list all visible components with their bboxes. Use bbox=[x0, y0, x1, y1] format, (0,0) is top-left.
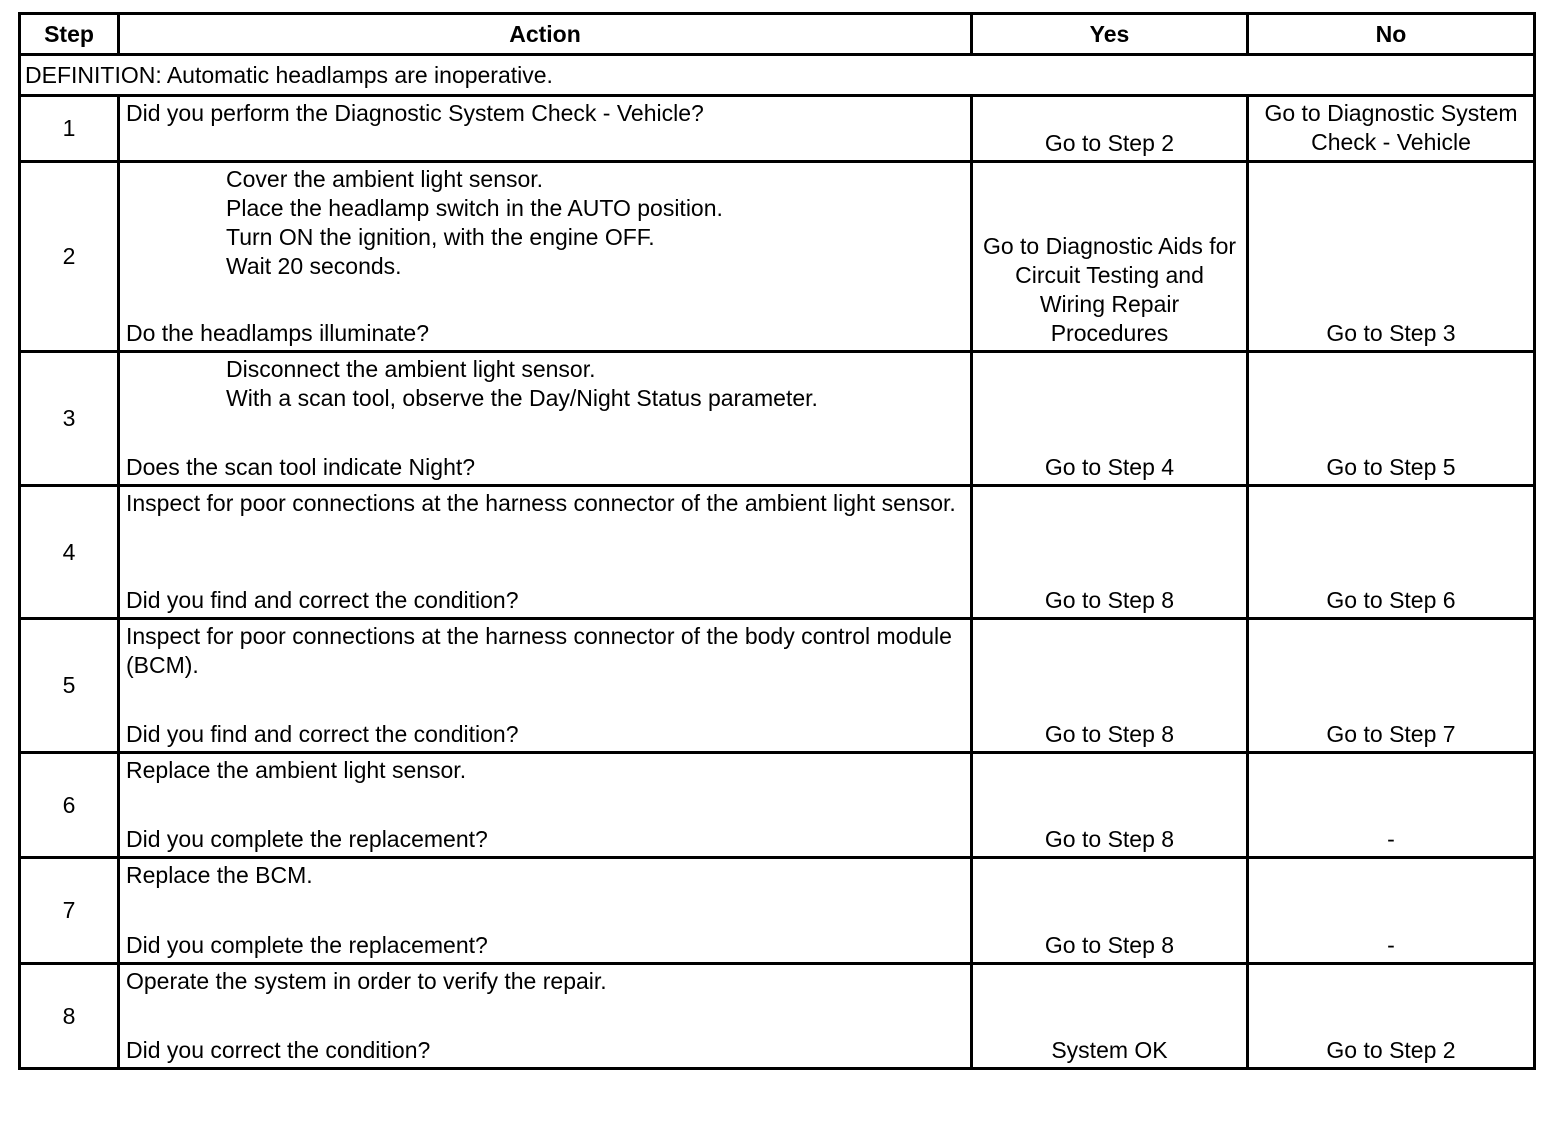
action-question: Did you find and correct the condition? bbox=[126, 721, 519, 747]
no-result: Go to Step 3 bbox=[1248, 162, 1535, 352]
header-yes: Yes bbox=[972, 14, 1248, 55]
no-result: - bbox=[1248, 753, 1535, 858]
step-number: 4 bbox=[20, 486, 119, 619]
step-number: 3 bbox=[20, 352, 119, 486]
no-result: Go to Step 2 bbox=[1248, 964, 1535, 1069]
step-action bbox=[119, 619, 972, 753]
yes-result: Go to Step 2 bbox=[972, 96, 1248, 162]
action-line: Inspect for poor connections at the harness connector of the body control module (BCM). bbox=[126, 623, 952, 678]
no-result: Go to Step 7 bbox=[1248, 619, 1535, 753]
sub-line: Disconnect the ambient light sensor. bbox=[226, 356, 596, 382]
table-row bbox=[20, 964, 1535, 1069]
header-action: Action bbox=[119, 14, 972, 55]
action-question: Does the scan tool indicate Night? bbox=[126, 454, 476, 480]
sub-line: Wait 20 seconds. bbox=[226, 253, 402, 279]
no-result: Go to Step 6 bbox=[1248, 486, 1535, 619]
action-question: Do the headlamps illuminate? bbox=[126, 320, 430, 346]
table-row bbox=[20, 753, 1535, 858]
table-row bbox=[20, 619, 1535, 753]
action-line: Replace the ambient light sensor. bbox=[126, 757, 467, 783]
step-number: 2 bbox=[20, 162, 119, 352]
step-action bbox=[119, 162, 972, 352]
definition-text: DEFINITION: Automatic headlamps are inoperative. bbox=[20, 55, 1535, 96]
yes-result: Go to Step 4 bbox=[972, 352, 1248, 486]
action-line: Inspect for poor connections at the harness connector of the ambient light sensor. bbox=[126, 490, 956, 516]
step-number: 1 bbox=[20, 96, 119, 162]
yes-result: Go to Step 8 bbox=[972, 619, 1248, 753]
step-number: 6 bbox=[20, 753, 119, 858]
table-row bbox=[20, 486, 1535, 619]
table-row bbox=[20, 352, 1535, 486]
step-action bbox=[119, 352, 972, 486]
yes-result: Go to Step 8 bbox=[972, 753, 1248, 858]
step-action bbox=[119, 96, 972, 162]
no-result: Go to Diagnostic System Check - Vehicle bbox=[1248, 96, 1535, 162]
header-row bbox=[20, 14, 1535, 55]
sub-line: Turn ON the ignition, with the engine OFF. bbox=[226, 224, 655, 250]
action-line: Did you perform the Diagnostic System Check - Vehicle? bbox=[126, 100, 704, 126]
action-question: Did you correct the condition? bbox=[126, 1037, 431, 1063]
table-row bbox=[20, 96, 1535, 162]
sub-line: With a scan tool, observe the Day/Night Status parameter. bbox=[226, 385, 818, 411]
header-step: Step bbox=[20, 14, 119, 55]
step-action bbox=[119, 858, 972, 964]
step-action bbox=[119, 753, 972, 858]
yes-result: Go to Step 8 bbox=[972, 486, 1248, 619]
action-question: Did you complete the replacement? bbox=[126, 826, 488, 852]
step-number: 5 bbox=[20, 619, 119, 753]
sub-line: Place the headlamp switch in the AUTO position. bbox=[226, 195, 723, 221]
step-number: 8 bbox=[20, 964, 119, 1069]
yes-result: System OK bbox=[972, 964, 1248, 1069]
action-line: Replace the BCM. bbox=[126, 862, 313, 888]
header-no: No bbox=[1248, 14, 1535, 55]
table-row bbox=[20, 162, 1535, 352]
yes-result: Go to Diagnostic Aids for Circuit Testing and Wiring Repair Procedures bbox=[972, 162, 1248, 352]
table-row bbox=[20, 858, 1535, 964]
sub-line: Cover the ambient light sensor. bbox=[226, 166, 544, 192]
action-question: Did you find and correct the condition? bbox=[126, 587, 519, 613]
step-number: 7 bbox=[20, 858, 119, 964]
action-line: Operate the system in order to verify the repair. bbox=[126, 968, 607, 994]
no-result: - bbox=[1248, 858, 1535, 964]
yes-result: Go to Step 8 bbox=[972, 858, 1248, 964]
diagnostic-table bbox=[18, 12, 1536, 1070]
step-action bbox=[119, 486, 972, 619]
no-result: Go to Step 5 bbox=[1248, 352, 1535, 486]
action-question: Did you complete the replacement? bbox=[126, 932, 488, 958]
definition-row bbox=[20, 55, 1535, 96]
step-action bbox=[119, 964, 972, 1069]
